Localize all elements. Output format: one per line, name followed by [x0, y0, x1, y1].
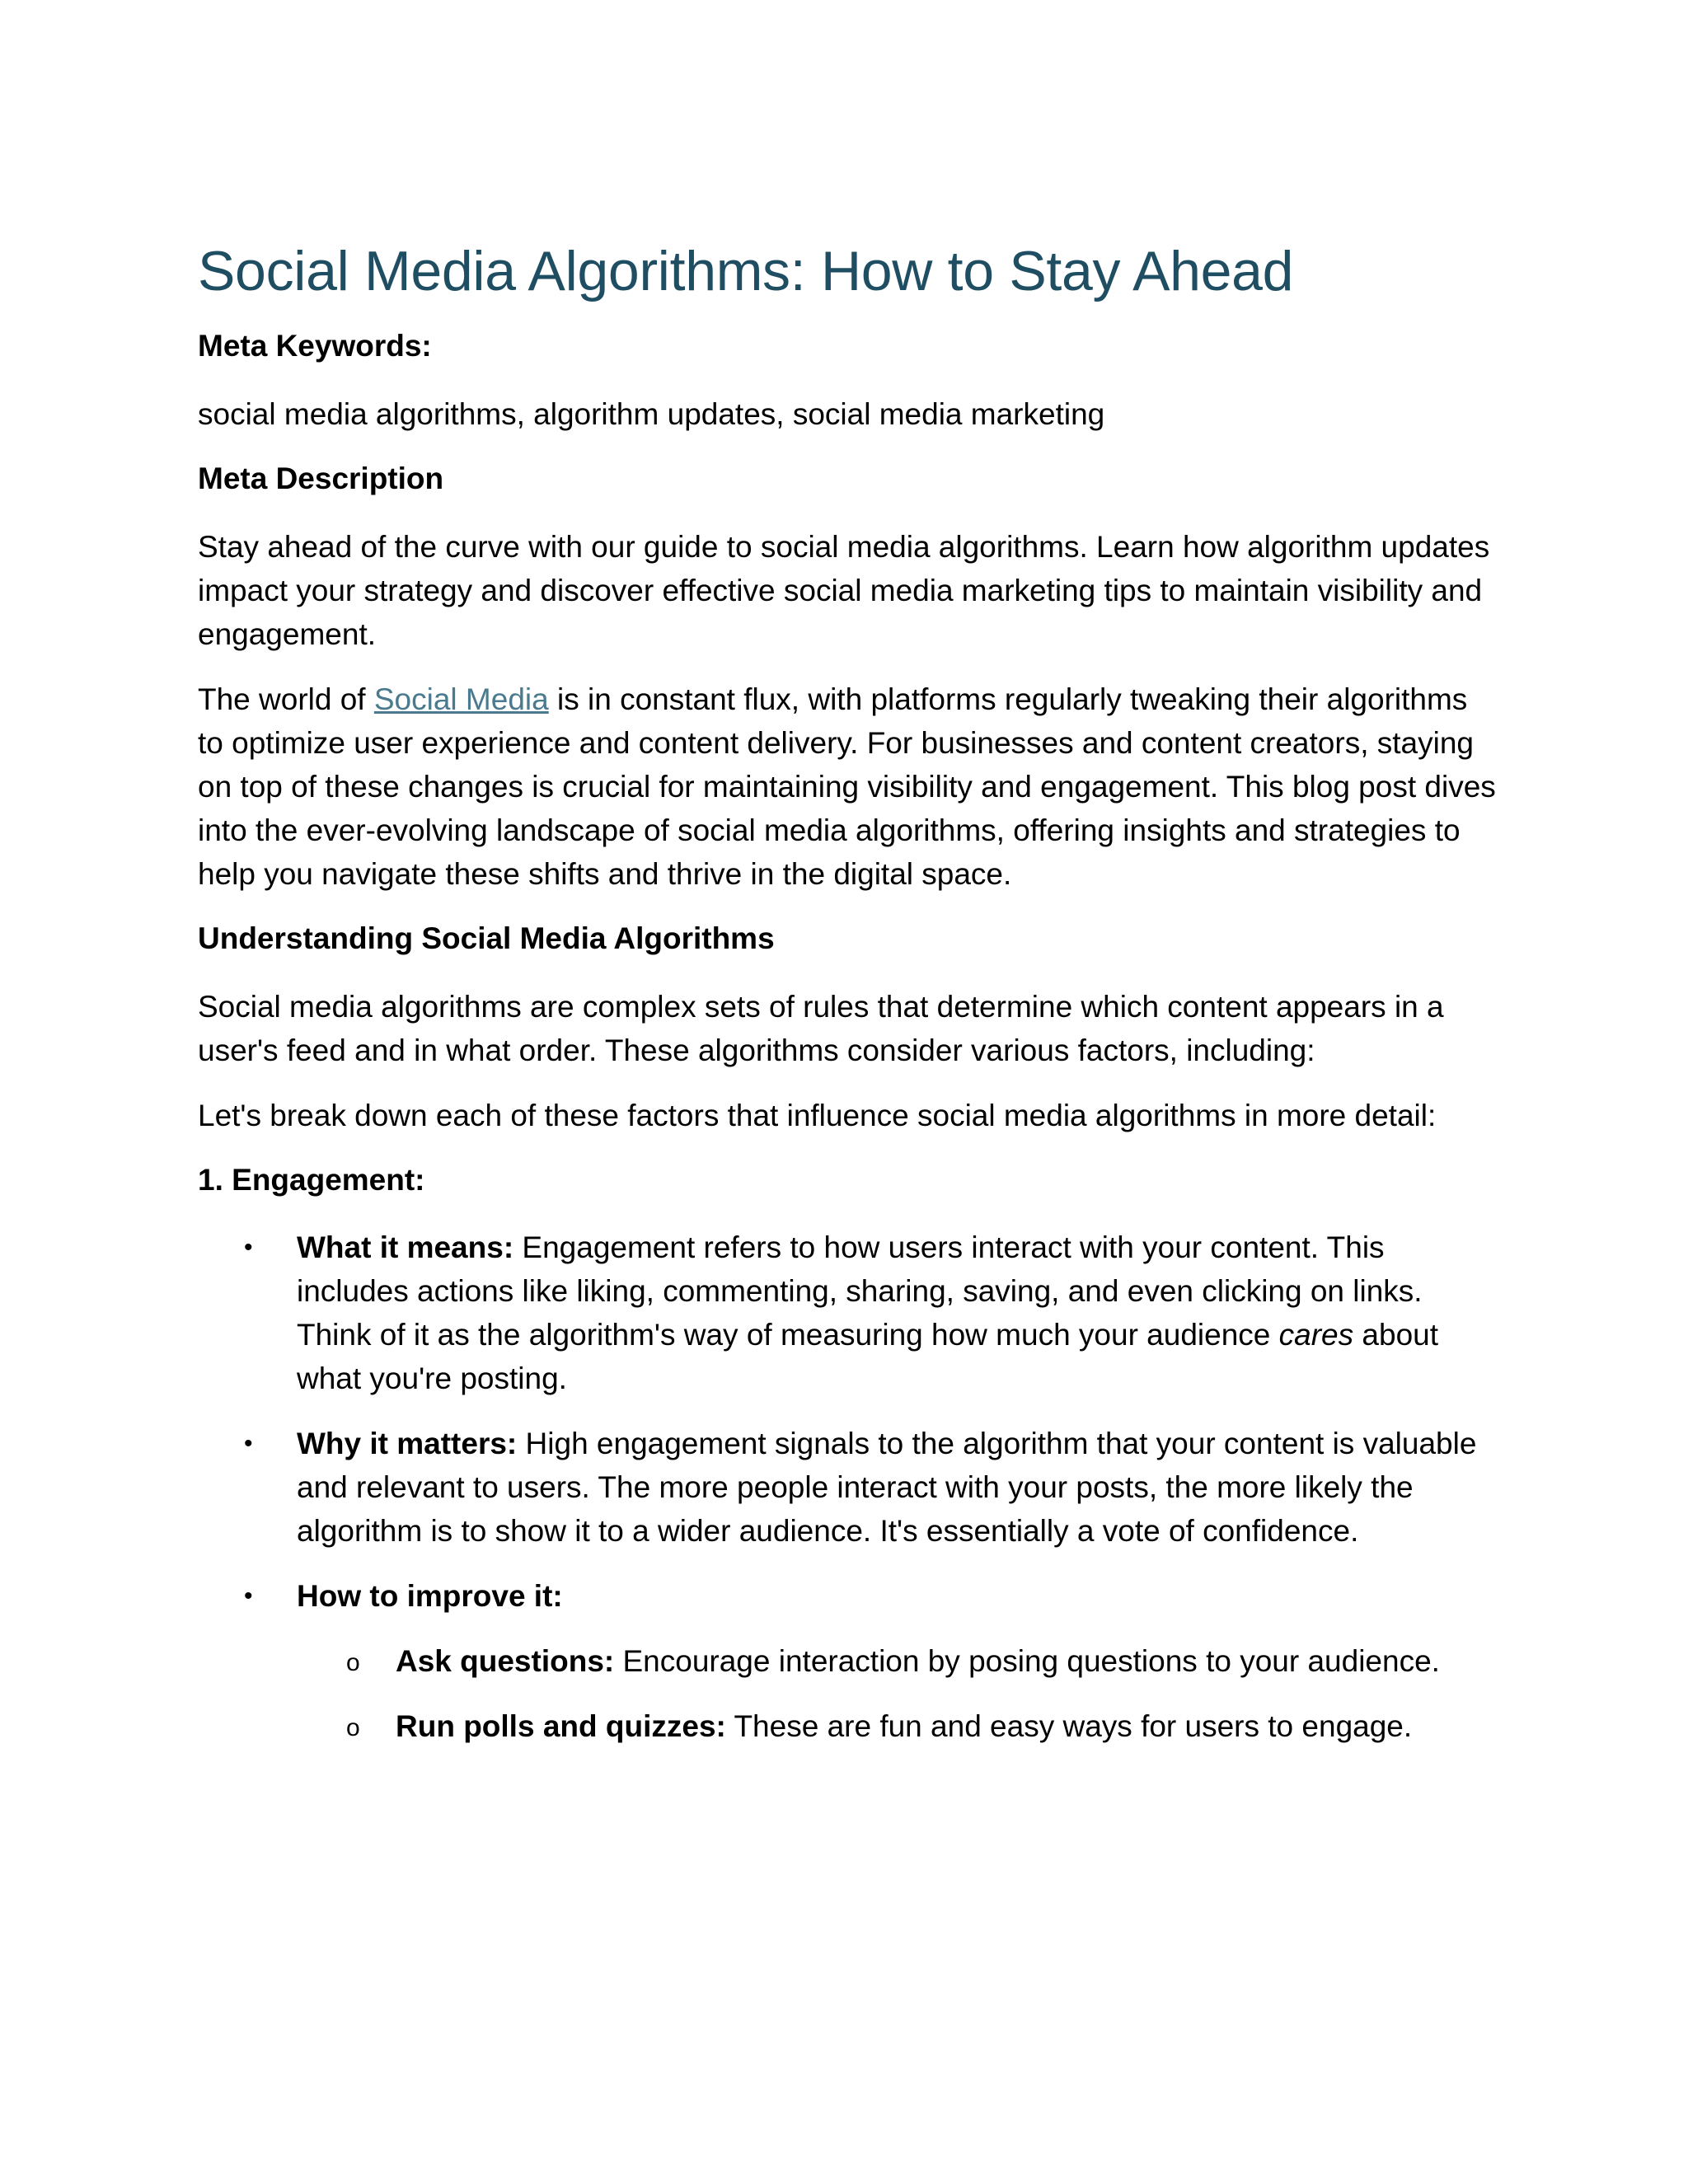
- how-to-improve-label: How to improve it:: [297, 1579, 563, 1614]
- meta-description-heading: Meta Description: [198, 461, 444, 495]
- sub-item-label: Run polls and quizzes:: [396, 1709, 726, 1744]
- understanding-paragraph: Social media algorithms are complex sets of rules that determine which content appears in a user's feed and in what order. These algorithms consider various factors, including:: [198, 989, 1444, 1067]
- intro-text-before-link: The world of: [198, 682, 374, 716]
- social-media-link[interactable]: Social Media: [373, 682, 549, 716]
- sub-list-item: [297, 1639, 1500, 1683]
- why-it-matters-label: Why it matters:: [297, 1427, 518, 1461]
- intro-paragraph: [198, 677, 1500, 896]
- list-item-why-it-matters: [198, 1422, 1500, 1553]
- meta-keywords-text: social media algorithms, algorithm updates, social media marketing: [198, 396, 1105, 431]
- engagement-heading: 1. Engagement:: [198, 1162, 425, 1197]
- what-it-means-text: Engagement refers to how users interact with your content. This includes actions like liking, commenting, sharing, saving, and even clicking on links. Think of it as the algorithm's way of measuring how much your audience: [297, 1230, 1423, 1352]
- why-it-matters-text: High engagement signals to the algorithm that your content is valuable and relevant to users. The more people interact with your posts, the more likely the algorithm is to show it to a wider audience. It's essentially a vote of confidence.: [297, 1427, 1477, 1549]
- what-it-means-text-end: about what you're posting.: [297, 1318, 1439, 1396]
- meta-keywords-heading: Meta Keywords:: [198, 329, 432, 363]
- intro-text-after-link: is in constant flux, with platforms regularly tweaking their algorithms to optimize user experience and content delivery. For businesses and content creators, staying on top of these changes is crucial for maintaining visibility and engagement. This blog post dives into the ever-evolving landscape of social media algorithms, offering insights and strategies to help you navigate these shifts and thrive in the digital space.: [198, 682, 1496, 891]
- circle-bullet-icon: o: [346, 1714, 360, 1742]
- engagement-list: [198, 1226, 1500, 1748]
- what-it-means-label: What it means:: [297, 1230, 514, 1265]
- circle-bullet-icon: o: [346, 1649, 360, 1677]
- sub-item-text: These are fun and easy ways for users to engage.: [725, 1709, 1413, 1744]
- understanding-heading: Understanding Social Media Algorithms: [198, 921, 775, 955]
- bullet-icon: •: [244, 1582, 253, 1610]
- what-it-means-italic: cares: [1278, 1318, 1354, 1352]
- meta-description-text: Stay ahead of the curve with our guide to social media algorithms. Learn how algorithm updates impact your strategy and discover effective social media marketing tips to maintain visibility and engagement.: [198, 529, 1490, 651]
- how-to-improve-sublist: [297, 1639, 1500, 1748]
- bullet-icon: •: [244, 1234, 253, 1262]
- sub-item-label: Ask questions:: [396, 1644, 615, 1679]
- page-title: Social Media Algorithms: How to Stay Ahead: [198, 240, 1294, 302]
- document-page: [198, 239, 1500, 1769]
- sub-item-text: Encourage interaction by posing questions to your audience.: [614, 1644, 1440, 1679]
- list-item-how-to-improve: [198, 1574, 1500, 1748]
- list-item-what-it-means: [198, 1226, 1500, 1400]
- sub-list-item: [297, 1704, 1500, 1748]
- bullet-icon: •: [244, 1430, 253, 1458]
- breakdown-paragraph: Let's break down each of these factors that influence social media algorithms in more detail:: [198, 1098, 1437, 1132]
